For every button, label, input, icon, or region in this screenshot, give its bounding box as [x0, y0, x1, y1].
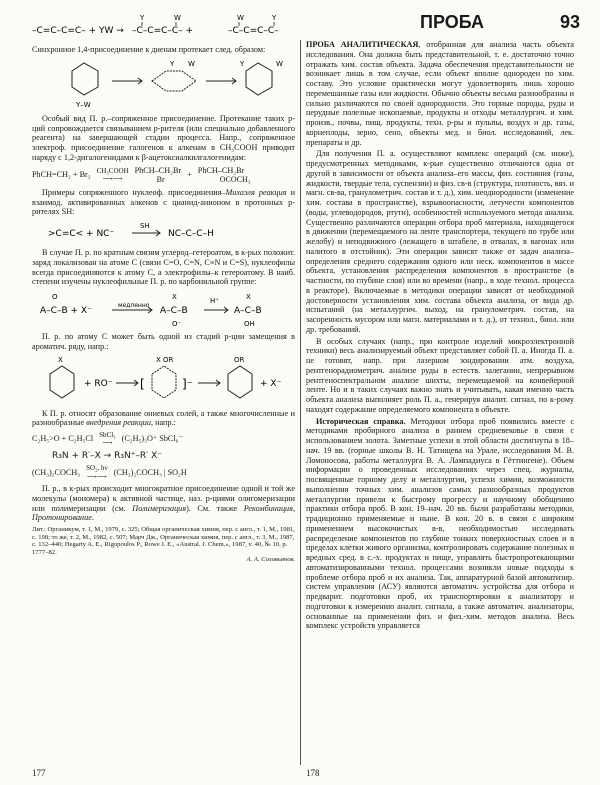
paragraph-special-cases: В особых случаях (напр., при контроле изделий микроэлектронной техники) весь анализируемый объект представляет собой П. а. Иногда П. а. не готовят, напр. при лазерном зондировании атм. воздуха, рентгенорадиометрич. анализе руды в естеств. залегании, непрерывном рентгеноспектральном анализе шихты, перемещаемой на конвейерной ленте. Но и в таких случаях важно знать и учитывать, какая именно часть объекта анализа выполняет роль П. а., генерируя аналит. сигнал, по к-рому находят содержание определяемого компонента в объекте.	[306, 336, 574, 414]
equation-oxonium	[32, 431, 295, 448]
svg-text:A–C–B: A–C–B	[160, 306, 188, 317]
column-divider	[300, 40, 301, 765]
paragraph-aromatic: П. р. по атому C может быть одной из стадий р-ции замещения в ароматич. ряду, напр.:	[32, 332, 295, 351]
svg-text:H⁺: H⁺	[210, 297, 219, 306]
carbonyl-addition-diagram	[32, 289, 295, 329]
paragraph-michael: Примеры сопряженного нуклеоф. присоединения–Михаэля реакция и взаимод. активированных алкенов с цианид-анионом в протонных р-рителях SH:	[32, 187, 295, 217]
paragraph-onium: К П. р. относят образование ониевых солей, а также многочисленные и разнообразные внедрения реакции, напр.:	[32, 408, 295, 428]
left-column	[32, 10, 295, 771]
article-author: А. А. Соловьянов.	[246, 556, 295, 564]
right-column	[306, 40, 574, 771]
equation-diene-addition	[32, 12, 295, 42]
cyclic-transition-state	[32, 57, 295, 111]
svg-text:OH: OH	[244, 320, 255, 329]
svg-text:–C–C=C–C–: –C–C=C–C–	[228, 26, 279, 36]
eq6c-product: (CH₃)₂COCH₃ | SO₂H	[113, 467, 187, 477]
svg-text:+ RO⁻: + RO⁻	[84, 378, 113, 389]
svg-text:W: W	[237, 14, 244, 22]
polymerization-link: Полимеризация	[132, 503, 187, 513]
svg-text:A–C–B + X⁻: A–C–B + X⁻	[40, 306, 92, 317]
eq2-plus: +	[187, 170, 192, 180]
equation-ammonium: R₃N + R′–X → R₃N⁺–R′ X⁻	[52, 450, 162, 461]
svg-text:Y–W: Y–W	[76, 100, 91, 109]
eq6c-reactant: (CH₃)₂COCH₃	[32, 467, 81, 477]
svg-text:A–C–B: A–C–B	[234, 306, 262, 317]
michael-reaction-link: Михаэля реакция	[225, 187, 287, 197]
svg-text:NC–C–C–H: NC–C–C–H	[168, 229, 214, 240]
paragraph-polymerization: П. р., в к-рых происходит многократное присоединение одной и той же молекулы (мономера) к активной частице, наз. р-циями олигомеризации или полимеризации (см. Полимеризация). См. также Рекомбинация, Протонирование.	[32, 484, 295, 523]
running-head-word: ПРОБА	[420, 12, 484, 32]
svg-text:+ X⁻: + X⁻	[260, 378, 282, 389]
svg-text:Y: Y	[240, 59, 245, 68]
svg-text:SH: SH	[140, 222, 150, 231]
equation-carbonyl	[32, 289, 295, 329]
entry-intro: ПРОБА АНАЛИТИЧЕСКАЯ, отобранная для анализа часть объекта исследования. Она должна быть представительной, т. е. достаточно точно отражать хим. состав объекта. Задача обеспечения представительности не возникает лишь в том случае, если объект вполне однороден по хим. составу. Это условие практически могут удовлетворять лишь хорошо перемешанные газы или жидкости. Обычно объекты весьма разнообразны и сильно различаются по своей однородности. Это горные породы, руды и нерудные полезные ископаемые, продукты и отходы металлургич. и хим. произв., почвы, пищ. продукты, техн. р-ры и пульпы, воздух и др. газы, корнеплоды, зерно, сено, объекты мед. и биол. исследований, лек. препараты и др.	[306, 40, 574, 147]
svg-text:>C=C< + NC⁻: >C=C< + NC⁻	[48, 229, 115, 240]
running-head-page-number: 93	[559, 12, 580, 32]
svg-text:W: W	[174, 14, 181, 22]
slow-label: медленно	[118, 302, 150, 310]
eq6a-product: (C₂H₅)₃O⁺ SbCl₆⁻	[121, 434, 183, 444]
cyanide-addition-diagram	[32, 219, 295, 245]
references	[32, 526, 295, 564]
entry-title: ПРОБА АНАЛИТИЧЕСКАЯ	[306, 40, 419, 49]
svg-text:W: W	[188, 59, 195, 68]
eq2-reactants: PhCH=CH₂ + Br₂	[32, 170, 91, 180]
eq2-product1: PhCH–CH₂Br Br	[134, 165, 182, 185]
svg-text:O: O	[52, 293, 58, 302]
equation-aromatic	[32, 354, 295, 406]
svg-text:Y: Y	[140, 14, 145, 22]
eq6c-arrow: SO₂, hν ⟶⟶	[86, 464, 108, 481]
equation-sulfination	[32, 464, 295, 481]
see-also-links: Рекомбинация, Протонирование	[32, 503, 295, 523]
paragraph-conjugate-addition: Особый вид П. р.–сопряженное присоединение. Протекание таких р-ций сопровождается связыванием р-рителя (или специально добавленного реагента) на завершающей стадии процесса. Напр., сопряженное электроф. присоединение галогенов к алкенам в CH₃COOH приводит наряду с 1,2-дигалогенидами к β-ацетоксиалкилгалогенидам:	[32, 113, 295, 162]
svg-text:X: X	[246, 293, 251, 302]
svg-text:W: W	[276, 59, 283, 68]
eq6a-reactants: C₂H₅>O + C₂H₅Cl	[32, 434, 94, 444]
cyclic-addition-scheme	[32, 57, 295, 111]
svg-text:X: X	[58, 355, 63, 364]
eq6a-condition: SbCl₅	[99, 431, 116, 440]
eq6c-condition: SO₂, hν	[86, 464, 108, 473]
eq6a-arrow: SbCl₅ ⟶	[99, 431, 116, 448]
paragraph-operations: Для получения П. а. осуществляют комплекс операций (см. ниже), предусмотренных методиками, к-рые существенно отличаются одна от другой в зависимости от объекта анализа–его массы, физ. состояния (газы, жидкости, твердые тела, суспензии) и физ. св-в (структура, плотность, вяз. и магн. св-ва, гранулометрич. состав и т. д.), хим. неоднородности (изменение хим. состава в пространстве), взрывоопасности, летучести компонентов (воды, углеводородов, ртути), особенностей используемого метода анализа. Существенно различаются операции отбора проб материала, находящегося в движении (перемещаемого на ленте транспортера, текущего по трубе или желобу) и неподвижного (лежащего в штабеле, в отвалах, в вагонах или налитого в отстойник). Эти операции зависят также от задач анализа–определения среднего содержания одного или неск. компонентов в массе объекта, установления распределения компонентов в пространстве (в частности, по глубине слоя) или во времени (напр., в ходе технол. процесса в реакторе). Включаемые в методики операции зависят от необходимой достоверности установления хим. состава объекта анализа, от вида др. испытаний (на металлургич. выход, на гранулометрич. состав, на засоренность мусором или магн. материалами и т. д.), от технол., биол. или др. требований.	[306, 149, 574, 334]
svg-text:X OR: X OR	[156, 355, 174, 364]
eq2-arrow: CH₃COOH ⟶⟶	[96, 166, 129, 184]
svg-text:[: [	[140, 376, 145, 391]
paragraph-history: Историческая справка. Методики отбора проб появились вместе с методиками пробирного анализа в раннем средневековье в связи с использованием золота. Заметные успехи в этой области достигнуты в 18–нач. 19 вв. (горные школы В. Н. Татищева на Урале, исследования М. В. Ломоносова, работы металлурга В. А. Лампадиуса в Гёттингене). Объем информации о проведенных исследованиях через спец. журналы, посвященные горному делу и металлургии, успехи химии, возможности выполнения точных хим. анализов самых разнообразных продуктов металлургии привели к быстрому прогрессу и научному обобщению практики отбора проб. В кон. 19–нач. 20 вв. были разработаны методики, традиционно применяемые и ныне. В кон. 20 в. в связи с широким применением высокочистых в-в, необходимостью исследовать распределение компонентов по глубине тонких поверхностных слоев и в пределах клетки живого организма, контролировать содержание полезных и вредных сред. в с.-х. продуктах и пище, управлять быстропротекающими автоматизированными технол. процессами возникли новые подходы к проблеме отбора проб и их анализа. Так, аппаратурной базой автоматизир. систем управления (АСУ) являются автоматич. устройства для отбора и предварит. подготовки проб, их транспортировки к анализатору и подготовки к измерению аналит. сигнала, а также автоматич. анализаторы, основанные на применении физ. и физ.-хим. методов анализа. Весь комплекс устройств управляется	[306, 416, 574, 631]
svg-text:]⁻: ]⁻	[182, 376, 194, 391]
svg-text:–C=C–C=C– + YW →: –C=C–C=C– + YW →	[32, 26, 124, 36]
diene-addition-diagram	[32, 12, 295, 42]
running-head	[420, 12, 580, 34]
aromatic-substitution-diagram	[32, 354, 295, 406]
paragraph-sync-addition: Синхронное 1,4-присоединение к диенам протекает след. образом:	[32, 45, 266, 54]
page-number-left: 177	[32, 768, 46, 779]
history-heading: Историческая справка.	[316, 416, 406, 426]
svg-text:–C–C=C–C– +: –C–C=C–C– +	[132, 26, 194, 36]
equation-cyanide	[32, 219, 295, 245]
svg-text:Y: Y	[272, 14, 277, 22]
insertion-reaction-link: внедрения реакции	[86, 418, 151, 428]
svg-text:X: X	[172, 293, 177, 302]
page-number-right: 178	[306, 768, 320, 779]
svg-text:OR: OR	[234, 355, 245, 364]
eq2-product2: PhCH–CH₂Br OCOCH₃	[197, 165, 251, 185]
svg-text:O⁻: O⁻	[172, 320, 182, 329]
references-text: Лит.: Органикум, т. 1, М., 1979, с. 325; Общая органическая химия, пер. с англ., т. 1, М., 1981, с. 198; то же, т. 2, М., 1982, с. 507; Марч Дж., Органическая химия, пер. с англ., т. 3, М., 1987, с. 132–440; Hegarty A. E., Rigopoulos P., Rowe J. E., «Austral. J. Chem.», 1987, v. 40, № 10, p. 1777–82.	[32, 526, 295, 556]
svg-text:Y: Y	[170, 59, 175, 68]
equation-bromination	[32, 166, 295, 185]
eq2-condition: CH₃COOH	[96, 166, 129, 175]
paragraph-heteroatom: В случае П. р. по кратным связям углерод–гетероатом, в к-рых положит. заряд локализован на атоме C (связи C=O, C=N, C≡N и C=S), нуклеофилы всегда присоединяются к атому C, а электрофилы–к гетероатому. В наиб. степени изучены нуклеофильные П. р. по карбонильной группе:	[32, 248, 295, 287]
